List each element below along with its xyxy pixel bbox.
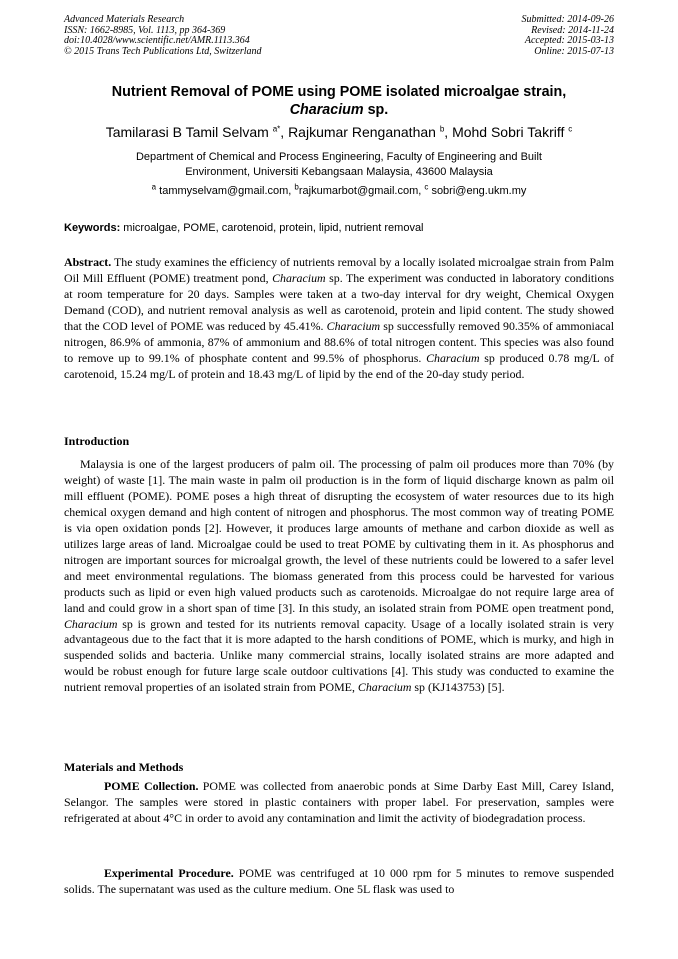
introduction-paragraph: [64, 457, 614, 696]
species-name: Characium: [272, 270, 326, 285]
email-address: sobri@eng.ukm.my: [431, 185, 527, 197]
title-suffix: sp.: [363, 102, 389, 118]
author-affil-mark: b: [439, 124, 445, 134]
accepted-date: Accepted: 2015-03-13: [524, 35, 614, 47]
author-separator: ,: [280, 124, 289, 140]
pome-collection-paragraph: [64, 779, 614, 827]
email-address: rajkumarbot@gmail.com: [298, 185, 419, 197]
revised-date: Revised: 2014-11-24: [531, 24, 614, 36]
email-mark: a: [151, 182, 157, 192]
abstract-text: sp. The experiment was conducted in laboratory conditions at room temperature for 20 days. Samples were taken at a two-day interval for dry weight, Chemical Oxygen Demand (COD), and nutrient removal analysis as well as carotenoid, protein and lipid content. The study showed that the COD level of POME was reduced by 45.41%.: [64, 270, 614, 333]
abstract-label: Abstract.: [64, 255, 112, 269]
author-name: Mohd Sobri Takriff: [452, 124, 565, 140]
introduction-heading: Introduction: [64, 434, 130, 448]
pome-collection-text: POME was collected from anaerobic ponds at Sime Darby East Mill, Carey Island, Selangor. The samples were stored in plastic containers with proper label. For preservation, samples were refrigerated at about 4°C in order to avoid any contamination and limit the activity of biodegradation process.: [64, 779, 614, 825]
author-name: Rajkumar Renganathan: [288, 124, 436, 140]
abstract-text: sp produced 0.78 mg/L of carotenoid, 15.24 mg/L of protein and 18.43 mg/L of lipid by the end of the 20-day study period.: [64, 350, 615, 381]
email-mark: b: [294, 182, 299, 192]
abstract-text: The study examines the efficiency of nutrients removal by a locally isolated microalgae strain from Palm Oil Mill Effluent (POME) treatment pond,: [64, 255, 614, 285]
title-line-2: [40, 101, 638, 119]
author-emails: $^a$ tammyselvam@gmail.com, $^b$rajkumarbot@gmail.com, $^c$ sobri@eng.ukm.my: [151, 182, 527, 197]
intro-text: Malaysia is one of the largest producers of palm oil. The processing of palm oil produces more than 70% (by weight) of waste [1]. The main waste in palm oil production is in the form of liquid discharge known as palm oil mill effluent (POME). POME poses a high threat of disrupting the ecosystem of water resources due to its high chemical oxygen demand and high content of nitrogen and phosphorus. The most common way of treating POME is via open oxidation ponds [2]. However, it produces large amounts of methane and carbon dioxide as well as utilizes large areas of land. Microalgae could be used to treat POME by cultivating them in it. As phosphorus and nitrogen are important sources for microalgal growth, the level of these nutrients could be lowered to a safer level and meet environmental regulations. The biomass generated from this process could be harvested for various products such as lipid or even high valued products such as carotenoids. Microalgae do not require large area of land and could grow in a short span of time [3]. In this study, an isolated strain from POME open treatment pond,: [64, 457, 614, 615]
email-mark: c: [424, 182, 429, 192]
author-affil-mark: a*: [272, 124, 281, 134]
online-date: Online: 2015-07-13: [534, 45, 614, 57]
email-address: tammyselvam@gmail.com: [159, 185, 289, 197]
methods-heading: Materials and Methods: [64, 760, 184, 774]
journal-name: Advanced Materials Research: [64, 14, 185, 25]
affiliation-line: Department of Chemical and Process Engineering, Faculty of Engineering and Built: [135, 151, 542, 163]
journal-info: [64, 15, 262, 57]
species-name: Characium: [426, 350, 480, 365]
author-affil-mark: c: [568, 124, 573, 134]
submitted-date: Submitted: 2014-09-26: [521, 14, 614, 25]
species-name: Characium: [357, 680, 412, 695]
species-name: Characium: [64, 616, 118, 631]
intro-text: sp is grown and tested for its nutrients removal capacity. Usage of a locally isolated strain is very advantageous due to the fact that it is more adapted to the harsh conditions of POME, which is murky, and high in suspended solids and bacteria. Unlike many commercial strains, locally isolated strains are more adapted and would be robust enough for future large scale outdoor cultivations [4]. This study was conducted to examine the nutrient removal properties of an isolated strain from POME,: [64, 616, 614, 695]
doi-line: doi:10.4028/www.scientific.net/AMR.1113.364: [64, 35, 250, 47]
abstract: [64, 255, 614, 383]
keywords: [64, 221, 614, 235]
intro-text: sp (KJ143753) [5].: [411, 680, 505, 695]
experimental-procedure-label: Experimental Procedure.: [104, 866, 234, 880]
experimental-procedure-paragraph: [64, 866, 614, 898]
copyright-line: © 2015 Trans Tech Publications Ltd, Switzerland: [64, 45, 262, 57]
title-line-1: Nutrient Removal of POME using POME isolated microalgae strain,: [111, 84, 567, 100]
affiliation-line: Environment, Universiti Kebangsaan Malaysia, 43600 Malaysia: [185, 166, 493, 178]
species-name: Characium: [326, 318, 381, 333]
experimental-procedure-text: POME was centrifuged at 10 000 rpm for 5 minutes to remove suspended solids. The supernatant was used as the culture medium. One 5L flask was used to: [64, 866, 614, 896]
title-species: Characium: [289, 102, 364, 118]
author-separator: ,: [444, 124, 453, 140]
paper-title: [40, 83, 638, 119]
publication-dates: [522, 15, 615, 57]
author-name: Tamilarasi B Tamil Selvam: [105, 124, 269, 140]
author-list: [20, 123, 658, 141]
affiliation: [80, 150, 598, 180]
abstract-text: sp successfully removed 90.35% of ammoniacal nitrogen, 86.9% of ammonia, 87% of ammonium and 88.6% of total nitrogen content. This species was also found to remove up to 99.1% of phosphate content and 99.5% of phosphorus.: [64, 318, 615, 365]
issn-line: ISSN: 1662-8985, Vol. 1113, pp 364-369: [64, 24, 226, 36]
keywords-text: microalgae, POME, carotenoid, protein, lipid, nutrient removal: [120, 222, 424, 234]
keywords-label: Keywords:: [64, 222, 121, 234]
pome-collection-label: POME Collection.: [104, 779, 199, 793]
